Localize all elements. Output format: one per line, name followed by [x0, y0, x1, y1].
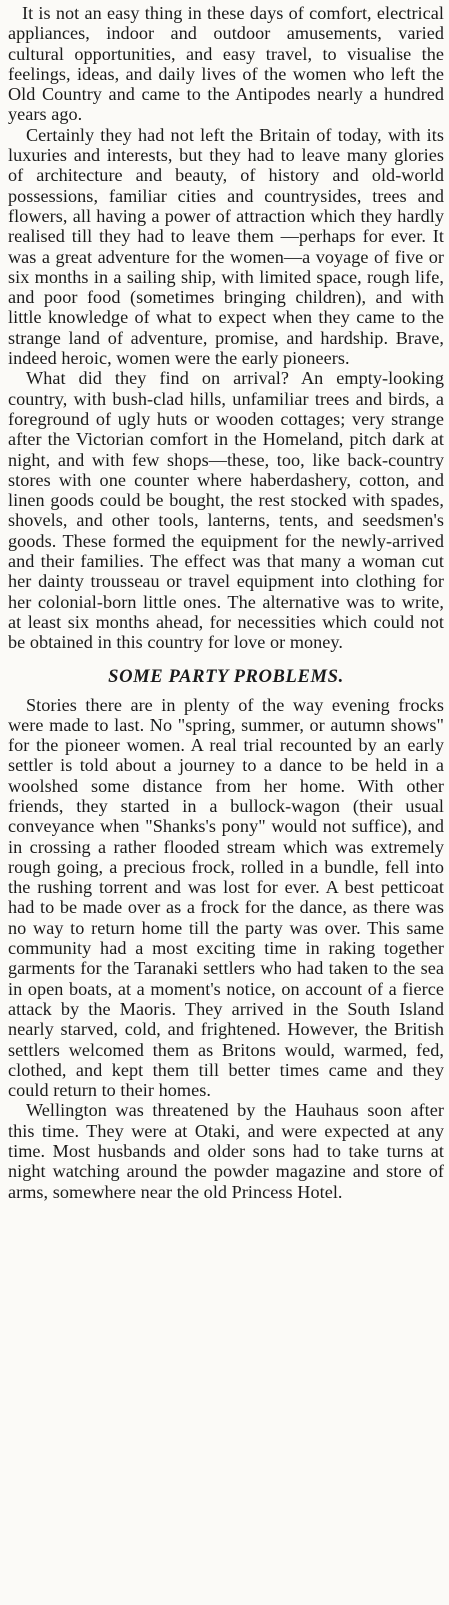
- article-column: [8, 3, 444, 1202]
- article-paragraph-2: Certainly they had not left the Britain of today, with its luxuries and interests, but they had to leave many glories of architecture and beauty, of history and old-world possessions, familiar cities and countrysides, trees and flowers, all having a power of attraction which they hardly realised till they had to leave them —perhaps for ever. It was a great adventure for the women—a voyage of five or six months in a sailing ship, with limited space, rough life, and poor food (sometimes bringing children), and with little knowledge of what to expect when they came to the strange land of adventure, promise, and hardship. Brave, indeed heroic, women were the early pioneers.: [8, 124, 444, 369]
- article-paragraph-4: Stories there are in plenty of the way evening frocks were made to last. No "spring, summer, or autumn shows" for the pioneer women. A real trial recounted by an early settler is told about a journey to a dance to be held in a woolshed some distance from her home. With other friends, they started in a bullock-wagon (their usual conveyance when "Shanks's pony" would not suffice), and in crossing a rather flooded stream which was extremely rough going, a precious frock, rolled in a bundle, fell into the rushing torrent and was lost for ever. A best petticoat had to be made over as a frock for the dance, as there was no way to return home till the party was over. This same community had a most exciting time in raking together garments for the Taranaki settlers who had taken to the sea in open boats, at a moment's notice, on account of a fierce attack by the Maoris. They arrived in the South Island nearly starved, cold, and frightened. However, the British settlers welcomed them as Britons would, warmed, fed, clothed, and kept them till better times came and they could return to their homes.: [8, 694, 444, 1101]
- section-heading: SOME PARTY PROBLEMS.: [108, 665, 344, 687]
- article-paragraph-3: What did they find on arrival? An empty-looking country, with bush-clad hills, unfamiliar trees and birds, a foreground of ugly huts or wooden cottages; very strange after the Victorian comfort in the Homeland, pitch dark at night, and with few shops—these, too, like back-country stores with one counter where haberdashery, cotton, and linen goods could be bought, the rest stocked with spades, shovels, and other tools, lanterns, tents, and seedsmen's goods. These formed the equipment for the newly-arrived and their families. The effect was that many a woman cut her dainty trousseau or travel equipment into clothing for her colonial-born little ones. The alternative was to write, at least six months ahead, for necessities which could not be obtained in this country for love or money.: [8, 368, 444, 653]
- article-paragraph-5: Wellington was threatened by the Hauhaus soon after this time. They were at Otaki, and were expected at any time. Most husbands and older sons had to take turns at night watching around the powder magazine and store of arms, somewhere near the old Princess Hotel.: [8, 1100, 444, 1202]
- article-paragraph-1: It is not an easy thing in these days of comfort, electrical appliances, indoor and outdoor amusements, varied cultural opportunities, and easy travel, to visualise the feelings, ideas, and daily lives of the women who left the Old Country and came to the Antipodes nearly a hundred years ago.: [8, 3, 444, 125]
